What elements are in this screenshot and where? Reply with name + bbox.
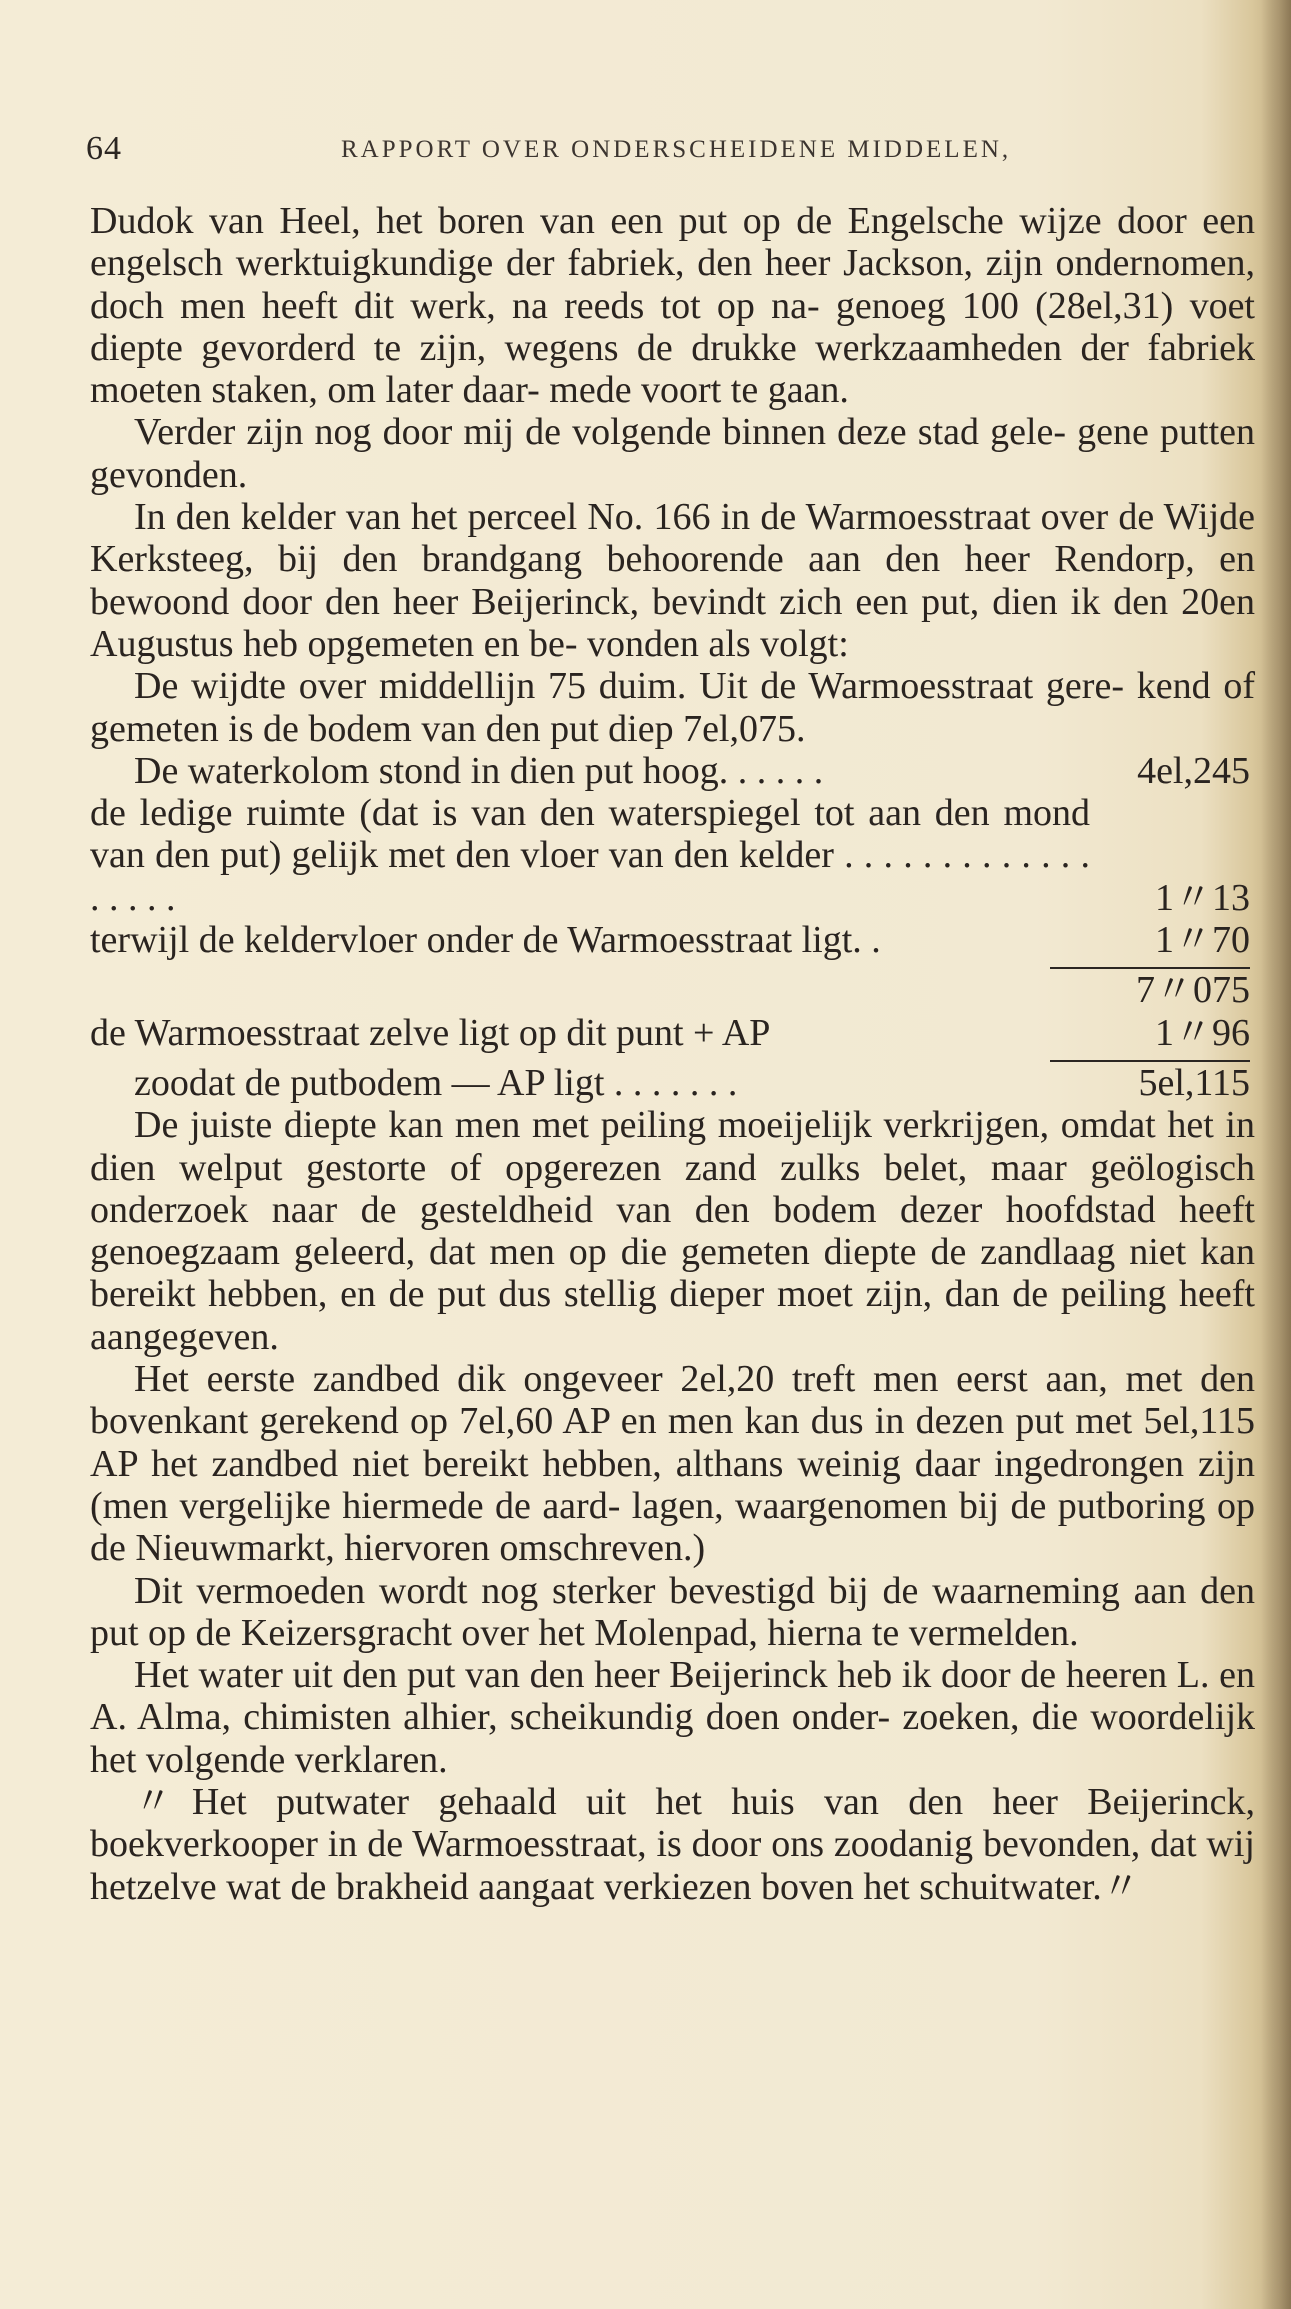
running-head: RAPPORT OVER ONDERSCHEIDENE MIDDELEN,	[341, 136, 1012, 163]
paragraph: In den kelder van het perceel No. 166 in de Warmoesstraat over de Wijde Kerksteeg, bij den brandgang behoorende aan den heer Rendorp, en bewoond door den heer Beijerinck, bevindt zich een put, dien ik den 20en Augustus heb opgemeten en be- vonden als volgt:	[90, 496, 1255, 665]
paragraph: Het water uit den put van den heer Beijerinck heb ik door de heeren L. en A. Alma, chimisten alhier, scheikundig doen onder- zoeken, die woordelijk het volgende verklaren.	[90, 1654, 1255, 1781]
measurement-label: de ledige ruimte (dat is van den waterspiegel tot aan den mond van den put) gelijk met den vloer van den kelder . . . . . . . . . . . . . . . . . .	[90, 792, 1090, 919]
measurement-value: 1〃70	[1154, 919, 1250, 962]
measurement-label: zoodat de putbodem — AP ligt . . . . . . .	[134, 1061, 738, 1104]
measurement-value: 1〃96	[1154, 1011, 1250, 1054]
paragraph: Verder zijn nog door mij de volgende binnen deze stad gele- gene putten gevonden.	[90, 411, 1255, 496]
page-number: 64	[86, 130, 122, 167]
paragraph: Dudok van Heel, het boren van een put op de Engelsche wijze door een engelsch werktuigkundige der fabriek, den heer Jackson, zijn ondernomen, doch men heeft dit werk, na reeds tot op na- genoeg 100 (28el,31) voet diepte gevorderd te zijn, wegens de drukke werkzaamheden der fabriek moeten staken, om later daar- mede voort te gaan.	[90, 200, 1255, 412]
paragraph: Dit vermoeden wordt nog sterker bevestigd bij de waarneming aan den put op de Keizersgracht over het Molenpad, hierna te vermelden.	[90, 1569, 1255, 1654]
measurement-value: 4el,245	[1137, 749, 1250, 792]
measurement-table	[90, 750, 1250, 1104]
measurement-label: de Warmoesstraat zelve ligt op dit punt + AP	[90, 1011, 771, 1054]
paragraph: 〃Het putwater gehaald uit het huis van den heer Beijerinck, boekverkooper in de Warmoesstraat, is door ons zoodanig bevonden, dat wij hetzelve wat de brakheid aangaat verkiezen boven het schuitwater.〃	[90, 1780, 1255, 1908]
page-header	[86, 130, 1126, 180]
paragraph: De juiste diepte kan men met peiling moeijelijk verkrijgen, omdat het in dien welput gestorte of opgerezen zand zulks belet, maar geölogisch onderzoek naar de gesteldheid van den bodem dezer hoofdstad heeft genoegzaam geleerd, dat men op die gemeten diepte de zandlaag niet kan bereikt hebben, en de put dus stellig dieper moet zijn, dan de peiling heeft aangegeven.	[90, 1104, 1255, 1358]
paragraph: De wijdte over middellijn 75 duim. Uit de Warmoesstraat gere- kend of gemeten is de bodem van den put diep 7el,075.	[90, 665, 1255, 750]
measurement-label: De waterkolom stond in dien put hoog. . . . . .	[134, 749, 824, 792]
body-text	[90, 200, 1255, 1908]
paragraph: Het eerste zandbed dik ongeveer 2el,20 treft men eerst aan, met den bovenkant gerekend op 7el,60 AP en men kan dus in dezen put met 5el,115 AP het zandbed niet bereikt hebben, althans weinig daar ingedrongen zijn (men vergelijke hiermede de aard- lagen, waargenomen bij de putboring op de Nieuwmarkt, hiervoren omschreven.)	[90, 1358, 1255, 1570]
measurement-value: 1〃13	[1154, 876, 1250, 919]
measurement-value: 5el,115	[1138, 1061, 1250, 1104]
page-edge-shadow	[1261, 0, 1291, 2309]
measurement-label: terwijl de keldervloer onder de Warmoesstraat ligt. .	[90, 919, 881, 962]
subtotal-value: 7〃075	[1135, 969, 1250, 1012]
